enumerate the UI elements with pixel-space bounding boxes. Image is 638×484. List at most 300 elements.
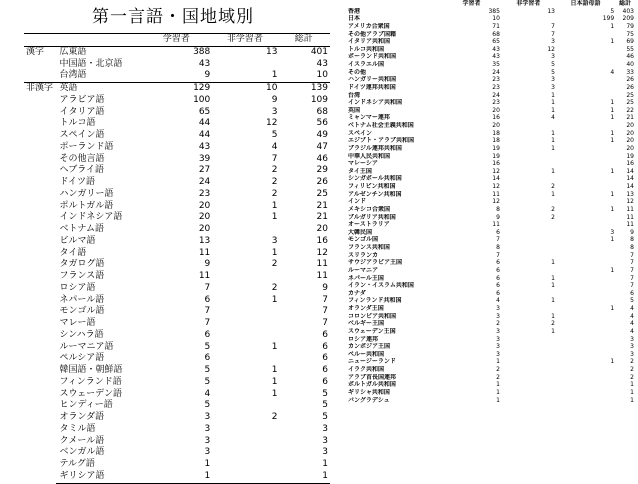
country-name: メキシコ合衆国 <box>348 205 390 213</box>
country-name: ペルー共和国 <box>348 350 385 358</box>
non-learners-count <box>502 236 557 244</box>
learners-count: 19 <box>492 152 500 160</box>
learners-count: 5 <box>204 376 211 387</box>
table-row <box>347 198 635 206</box>
learners-count: 68 <box>492 30 500 38</box>
table-row <box>24 471 330 483</box>
non-learners-count <box>502 381 557 389</box>
language-name: ビルマ語 <box>59 235 96 246</box>
learners-count: 1 <box>496 358 500 366</box>
learners-count: 5 <box>204 400 211 411</box>
country-name: スリランカ <box>348 251 379 259</box>
non-learners-count: 1 <box>271 341 278 352</box>
japanese-native-count <box>557 198 616 206</box>
japanese-native-count: 1 <box>610 114 615 122</box>
non-learners-count <box>212 59 279 71</box>
learners-count: 388 <box>143 46 213 58</box>
japanese-native-count <box>557 397 616 405</box>
table-row <box>347 328 635 336</box>
total-count: 5 <box>322 412 328 422</box>
japanese-native-count: 5 <box>610 7 615 15</box>
learners-count: 39 <box>198 153 211 164</box>
non-learners-count: 2 <box>271 412 278 422</box>
non-learners-count: 2 <box>551 320 555 328</box>
table-row <box>347 99 635 107</box>
non-learners-count <box>212 306 279 318</box>
table-row <box>347 297 635 305</box>
language-name: ベンガル語 <box>59 447 105 458</box>
country-name: イスラエル国 <box>348 61 384 68</box>
learners-count: 6 <box>204 294 211 305</box>
country-name: フィンランド共和国 <box>348 297 402 305</box>
country-name: バングラデシュ <box>348 396 390 404</box>
japanese-native-count <box>557 31 616 39</box>
country-name: アラブ首長国連邦 <box>348 373 397 381</box>
total-count: 16 <box>316 235 328 246</box>
non-learners-count: 1 <box>551 106 555 114</box>
learners-count: 16 <box>492 160 500 168</box>
japanese-native-count: 1 <box>610 266 615 274</box>
japanese-native-count <box>557 175 616 183</box>
japanese-native-count <box>557 153 616 161</box>
total-count: 12 <box>316 247 328 258</box>
table-row <box>24 154 330 166</box>
language-name: ドイツ語 <box>59 177 96 187</box>
non-learners-count: 3 <box>551 53 555 61</box>
non-learners-count: 7 <box>551 22 555 30</box>
learners-count: 43 <box>198 141 211 152</box>
total-count: 16 <box>626 160 634 168</box>
total-count: 4 <box>630 312 634 320</box>
table-row <box>347 351 635 359</box>
non-learners-count: 1 <box>271 376 278 387</box>
table-row <box>347 46 635 54</box>
japanese-native-count <box>557 320 616 328</box>
total-count: 11 <box>626 221 634 229</box>
header-non-learners: 非学習者 <box>516 0 541 7</box>
learners-count: 23 <box>198 188 211 199</box>
table-row <box>347 275 635 283</box>
total-count: 13 <box>626 190 634 198</box>
language-name: ハンガリー語 <box>59 188 114 199</box>
learners-count: 24 <box>492 91 500 99</box>
language-name: タガログ語 <box>59 259 105 270</box>
japanese-native-count <box>557 389 616 397</box>
learners-count: 11 <box>492 221 500 229</box>
total-count: 10 <box>316 70 328 81</box>
language-name: タミル語 <box>59 423 96 434</box>
non-learners-count: 1 <box>551 129 555 137</box>
non-learners-count <box>212 447 279 459</box>
language-name: スウェーデン語 <box>59 388 122 399</box>
country-name: シンガポール共和国 <box>348 175 402 183</box>
country-name: 日本 <box>348 15 361 23</box>
table-row <box>24 447 330 459</box>
language-name: ポーランド語 <box>59 141 114 152</box>
total-count: 2 <box>630 358 634 366</box>
total-count: 4 <box>630 320 634 328</box>
total-count: 14 <box>626 167 634 175</box>
page-title: 第一言語・国地域別 <box>92 7 254 27</box>
country-name: ベルギー王国 <box>348 320 385 328</box>
total-count: 68 <box>316 106 328 117</box>
learners-count: 11 <box>198 247 211 258</box>
non-learners-count: 2 <box>551 183 555 190</box>
total-count: 1 <box>630 388 634 396</box>
learners-count: 11 <box>492 190 500 198</box>
table-row <box>347 221 635 229</box>
country-name: スペイン <box>348 129 373 137</box>
non-learners-count <box>502 397 557 405</box>
total-count: 7 <box>630 282 634 290</box>
non-learners-count: 4 <box>271 141 278 152</box>
learners-count: 3 <box>496 335 500 343</box>
table-row <box>347 252 635 260</box>
non-learners-count: 1 <box>551 190 555 198</box>
japanese-native-count <box>557 221 616 229</box>
learners-count: 3 <box>496 350 500 358</box>
total-count: 7 <box>630 259 634 267</box>
learners-count: 3 <box>204 447 211 458</box>
table-row <box>24 295 330 307</box>
non-learners-count: 3 <box>551 83 555 91</box>
table-row <box>24 283 330 295</box>
table-row <box>347 397 635 405</box>
non-learners-count: 2 <box>551 205 555 213</box>
country-name: オーストラリア <box>348 221 390 229</box>
table-row <box>347 76 635 84</box>
country-name: フランス共和国 <box>348 244 390 251</box>
country-name: ロシア連邦 <box>348 335 379 343</box>
table-row <box>24 224 330 236</box>
japanese-native-count <box>557 351 616 359</box>
table-row <box>24 189 330 201</box>
language-name: ヒンディー語 <box>59 400 113 411</box>
table-row <box>24 271 330 283</box>
learners-count: 43 <box>492 45 500 53</box>
country-name: 中華人民共和国 <box>348 152 391 160</box>
non-learners-count: 9 <box>271 94 278 105</box>
language-name: オランダ語 <box>59 412 105 422</box>
total-count: 2 <box>630 373 634 381</box>
learners-count: 9 <box>496 213 500 221</box>
country-name: ベトナム社会主義共和国 <box>348 122 414 129</box>
non-learners-count: 1 <box>551 91 555 99</box>
learners-count: 24 <box>492 68 500 76</box>
japanese-native-count <box>557 328 616 336</box>
table-row <box>347 145 635 153</box>
total-count: 2 <box>630 366 634 373</box>
total-count: 7 <box>630 274 634 282</box>
non-learners-count <box>502 15 557 23</box>
country-name: スウェーデン王国 <box>348 327 396 335</box>
table-row <box>24 201 330 213</box>
total-count: 5 <box>322 400 328 411</box>
learners-count: 2 <box>496 373 500 381</box>
country-name: ギリシャ共和国 <box>348 388 390 396</box>
japanese-native-count <box>557 259 616 267</box>
non-learners-count <box>502 351 557 359</box>
table-row <box>347 381 635 389</box>
language-name: 中国語・北京語 <box>59 58 123 69</box>
total-count: 6 <box>322 353 328 364</box>
non-learners-count: 1 <box>551 137 555 145</box>
non-learners-count <box>502 374 557 382</box>
non-learners-count <box>502 305 557 313</box>
learners-count: 43 <box>492 53 500 61</box>
japanese-native-count <box>557 160 616 168</box>
country-name: フィリピン共和国 <box>348 183 396 190</box>
country-name: 香港 <box>348 7 361 15</box>
learners-count: 9 <box>204 70 211 81</box>
language-name: 英語 <box>56 83 142 95</box>
table-row <box>24 70 330 82</box>
non-learners-count: 1 <box>551 282 555 290</box>
learners-count: 10 <box>492 15 500 23</box>
language-name: フランス語 <box>59 271 105 281</box>
japanese-native-count: 1 <box>610 190 615 198</box>
country-name: モンゴル国 <box>348 236 379 244</box>
total-count: 14 <box>626 175 634 183</box>
non-learners-count <box>212 318 279 330</box>
non-learners-count <box>212 330 279 342</box>
learners-count: 1 <box>496 381 500 389</box>
total-count: 25 <box>316 188 328 199</box>
table-row <box>347 236 635 244</box>
country-name: 台湾 <box>348 91 361 99</box>
language-name: スペイン語 <box>59 130 105 140</box>
language-name: ギリシア語 <box>56 471 142 483</box>
total-count: 11 <box>626 213 634 221</box>
non-learners-count <box>212 353 279 365</box>
non-learners-count: 2 <box>271 282 278 293</box>
table-row <box>347 183 635 191</box>
language-name: テルグ語 <box>59 459 95 469</box>
non-learners-count <box>212 424 279 436</box>
non-learners-count: 2 <box>271 177 278 187</box>
non-learners-count: 1 <box>551 167 555 175</box>
header-name-blank <box>56 34 142 47</box>
learners-count: 65 <box>492 38 500 46</box>
japanese-native-count <box>557 275 616 283</box>
language-name: ロシア語 <box>59 282 96 293</box>
learners-count: 43 <box>198 58 211 69</box>
total-count: 29 <box>316 165 328 176</box>
non-learners-count <box>212 471 279 483</box>
table-row <box>347 31 635 39</box>
table-row <box>347 69 635 77</box>
non-learners-count: 1 <box>271 294 278 305</box>
japanese-native-count: 1 <box>610 167 615 175</box>
table-row <box>24 412 330 424</box>
non-learners-count: 1 <box>551 312 555 320</box>
japanese-native-count: 1 <box>610 137 615 145</box>
total-count: 26 <box>626 76 634 84</box>
non-learners-count: 2 <box>551 213 555 221</box>
language-name: 広東語 <box>56 46 142 58</box>
non-learners-count: 13 <box>212 46 279 58</box>
learners-count: 35 <box>492 61 500 68</box>
language-name: トルコ語 <box>59 118 96 129</box>
non-learners-count <box>502 336 557 344</box>
total-count: 11 <box>316 259 328 270</box>
table-row <box>24 46 330 58</box>
japanese-native-count <box>557 366 616 374</box>
country-name: トルコ共和国 <box>348 45 385 53</box>
japanese-native-count <box>557 252 616 260</box>
table-row <box>24 365 330 377</box>
learners-count: 6 <box>204 329 211 340</box>
learners-count: 65 <box>198 106 211 117</box>
non-learners-count: 7 <box>271 153 278 164</box>
total-count: 19 <box>626 152 634 160</box>
table-row <box>347 137 635 145</box>
total-count: 14 <box>626 183 634 190</box>
table-row <box>347 122 635 130</box>
total-count: 6 <box>322 329 328 340</box>
country-name: 大韓民国 <box>348 228 373 236</box>
total-count: 109 <box>310 94 328 105</box>
total-count: 139 <box>279 83 330 95</box>
learners-count: 20 <box>198 224 211 234</box>
total-count: 33 <box>626 68 634 76</box>
total-count: 20 <box>626 137 634 145</box>
non-learners-count <box>502 153 557 161</box>
table-row <box>347 290 635 298</box>
total-count: 79 <box>626 22 634 30</box>
total-count: 25 <box>626 99 634 107</box>
learners-count: 11 <box>198 271 211 281</box>
japanese-native-count <box>557 374 616 382</box>
learners-count: 3 <box>496 312 500 320</box>
non-learners-count: 1 <box>271 212 278 223</box>
learners-count: 6 <box>496 282 500 290</box>
learners-count: 7 <box>204 318 211 328</box>
japanese-native-count: 1 <box>610 358 615 366</box>
learners-count: 6 <box>204 353 211 364</box>
total-count: 7 <box>322 294 328 305</box>
language-name: ルーマニア語 <box>59 341 114 352</box>
table-row <box>347 114 635 122</box>
total-count: 46 <box>316 153 328 164</box>
japanese-native-count <box>557 282 616 290</box>
learners-count: 44 <box>198 130 211 140</box>
learners-count: 129 <box>143 83 213 95</box>
total-count: 49 <box>316 130 328 140</box>
learners-count: 8 <box>496 205 500 213</box>
language-table-header <box>24 34 330 47</box>
learners-count: 20 <box>492 106 500 114</box>
total-count: 3 <box>322 447 328 458</box>
table-row <box>24 259 330 271</box>
table-row <box>347 313 635 321</box>
total-count: 11 <box>626 205 634 213</box>
total-count: 75 <box>626 30 634 38</box>
total-count: 401 <box>279 46 330 58</box>
total-count: 12 <box>626 198 634 206</box>
header-group-blank <box>24 34 56 47</box>
japanese-native-count: 4 <box>610 68 615 76</box>
learners-count: 8 <box>496 244 500 251</box>
non-learners-count <box>502 175 557 183</box>
non-learners-count: 3 <box>271 106 278 117</box>
japanese-native-count <box>557 84 616 92</box>
total-count: 40 <box>626 61 634 68</box>
table-row <box>24 389 330 401</box>
learners-count: 20 <box>492 122 500 129</box>
country-name: アルゼンチン共和国 <box>348 190 402 198</box>
non-learners-count: 1 <box>271 388 278 399</box>
japanese-native-count <box>557 92 616 100</box>
learners-count: 44 <box>198 118 211 129</box>
learners-count: 12 <box>492 167 500 175</box>
total-count: 5 <box>322 388 328 399</box>
learners-count: 3 <box>204 435 211 446</box>
total-count: 26 <box>316 177 328 187</box>
non-learners-count: 4 <box>551 114 555 122</box>
total-count: 20 <box>626 144 634 152</box>
table-row <box>24 248 330 260</box>
header-learners: 学習者 <box>462 0 481 7</box>
total-count: 20 <box>626 122 634 129</box>
learners-count: 18 <box>492 129 500 137</box>
country-name: その他アラブ国籍 <box>348 30 397 38</box>
language-name: 台湾語 <box>59 70 87 81</box>
non-learners-count: 2 <box>271 165 278 176</box>
table-row <box>24 95 330 107</box>
japanese-native-count <box>557 214 616 222</box>
country-name: ブルガリア共和国 <box>348 213 396 221</box>
total-count: 20 <box>316 224 328 234</box>
table-row <box>347 160 635 168</box>
header-learners: 学習者 <box>143 34 213 47</box>
table-row <box>24 142 330 154</box>
learners-count: 19 <box>492 144 500 152</box>
table-row <box>347 267 635 275</box>
non-learners-count: 1 <box>271 365 278 375</box>
table-row <box>347 130 635 138</box>
table-row <box>24 236 330 248</box>
table-row <box>347 23 635 31</box>
table-row <box>24 377 330 389</box>
learners-count: 20 <box>198 212 211 223</box>
total-count: 25 <box>626 91 634 99</box>
header-non-learners: 非学習者 <box>212 34 279 47</box>
learners-count: 2 <box>496 320 500 328</box>
table-row <box>24 400 330 412</box>
learners-count: 1 <box>496 396 500 404</box>
header-japanese-native: 日本語母語 <box>570 0 601 7</box>
table-row <box>347 168 635 176</box>
non-learners-count <box>502 366 557 374</box>
table-row <box>347 206 635 214</box>
table-row <box>347 259 635 267</box>
learners-count: 23 <box>492 99 500 107</box>
country-name: ドイツ連邦共和国 <box>348 83 396 91</box>
japanese-native-count <box>557 46 616 54</box>
learners-count: 100 <box>193 94 211 105</box>
country-name: オランダ王国 <box>348 305 384 312</box>
non-learners-count: 2 <box>271 188 278 199</box>
language-name: クメール語 <box>59 435 105 446</box>
learners-count: 4 <box>496 297 500 305</box>
japanese-native-count <box>557 53 616 61</box>
total-count: 7 <box>322 306 328 317</box>
country-name: マレーシア <box>348 160 378 168</box>
learners-count: 18 <box>492 137 500 145</box>
table-row <box>24 165 330 177</box>
learners-count: 23 <box>492 83 500 91</box>
